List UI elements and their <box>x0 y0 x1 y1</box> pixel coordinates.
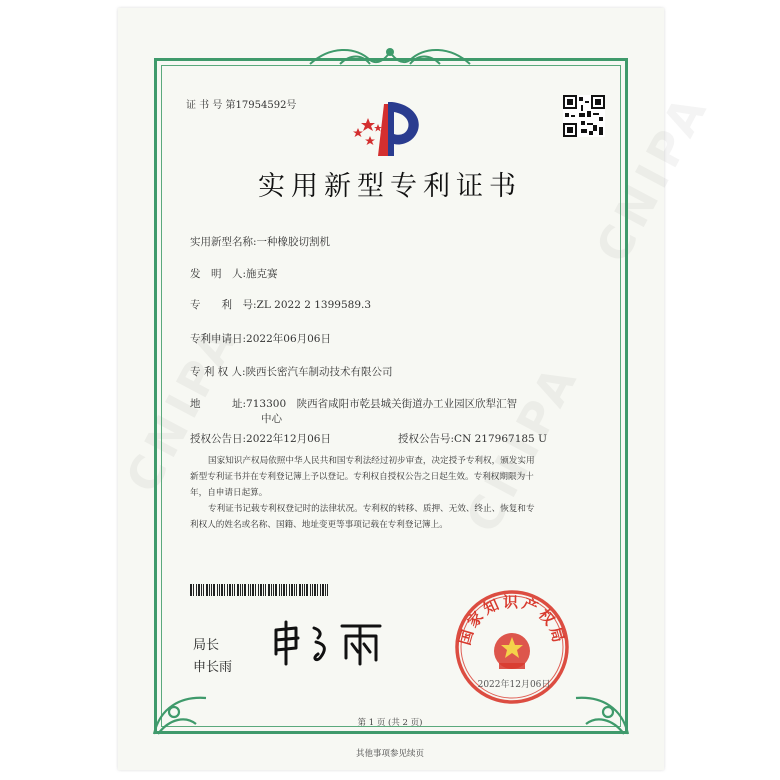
barcode-bar <box>275 584 277 596</box>
qr-code-icon <box>563 95 605 137</box>
cnipa-logo-icon <box>348 98 428 160</box>
filing-date: 专利申请日:2022年06月06日 <box>190 333 331 345</box>
patentee: 专 利 权 人:陕西长密汽车制动技术有限公司 <box>190 366 393 378</box>
page-title: 实用新型专利证书 <box>258 171 522 202</box>
bottom-left-ornament <box>150 688 210 738</box>
grant-statement: 国家知识产权局依照中华人民共和国专利法经过初步审查，决定授予专利权，颁发实用 新型专利证书并在专利登记簿上予以登记。专利权自授权公告之日起生效。专利权期限为十 年，自申请日起算。 <box>190 456 535 498</box>
grant-announcement-date: 授权公告日:2022年12月06日 <box>190 433 331 445</box>
barcode-bar <box>229 584 231 596</box>
barcode-bar <box>260 584 262 596</box>
certificate-number: 证 书 号 第17954592号 <box>186 100 297 111</box>
utility-model-name: 实用新型名称:一种橡胶切割机 <box>190 236 331 248</box>
barcode-bar <box>217 584 218 596</box>
barcode-bar <box>201 584 202 596</box>
barcode-bar <box>237 584 239 596</box>
barcode-bar <box>317 584 318 596</box>
barcode-bar <box>196 584 197 596</box>
barcode-bar <box>314 584 316 596</box>
svg-text:2022年12月06日: 2022年12月06日 <box>477 680 551 690</box>
barcode-bar <box>232 584 233 596</box>
barcode-bar <box>250 584 251 596</box>
barcode-bar <box>291 584 293 596</box>
barcode-bar <box>302 584 303 596</box>
barcode-bar <box>190 584 192 596</box>
page-number: 第 1 页 (共 2 页) <box>357 718 423 728</box>
barcode-bar <box>248 584 249 596</box>
barcode-bar <box>265 584 266 596</box>
signer-title: 局长 <box>193 638 220 653</box>
barcode-bar <box>244 584 246 596</box>
barcode-bar <box>281 584 282 596</box>
barcode-bar <box>320 584 321 596</box>
barcode-bar <box>299 584 301 596</box>
barcode-bar <box>271 584 272 596</box>
barcode-bar <box>286 584 287 596</box>
bottom-right-ornament <box>572 688 632 738</box>
barcode-bar <box>296 584 297 596</box>
official-seal <box>452 587 572 707</box>
barcode-bar <box>294 584 295 596</box>
barcode-bar <box>273 584 274 596</box>
barcode-bar <box>209 584 210 596</box>
barcode-bar <box>255 584 256 596</box>
barcode-bar <box>327 584 328 596</box>
barcode-bar <box>213 584 215 596</box>
barcode-icon <box>190 584 330 596</box>
top-ornament <box>300 44 480 70</box>
barcode-bar <box>310 584 311 596</box>
barcode-bar <box>268 584 270 596</box>
barcode-bar <box>242 584 243 596</box>
barcode-bar <box>252 584 254 596</box>
barcode-bar <box>219 584 220 596</box>
signer-name: 申长雨 <box>193 660 233 675</box>
barcode-bar <box>211 584 212 596</box>
barcode-bar <box>203 584 204 596</box>
barcode-bar <box>234 584 235 596</box>
barcode-bar <box>306 584 308 596</box>
patent-number: 专 利 号:ZL 2022 2 1399589.3 <box>190 299 372 311</box>
barcode-bar <box>263 584 264 596</box>
barcode-bar <box>279 584 280 596</box>
grant-announcement-number: 授权公告号:CN 217967185 U <box>398 433 547 445</box>
barcode-bar <box>206 584 208 596</box>
barcode-bar <box>258 584 259 596</box>
inventor: 发 明 人:施克赛 <box>190 268 278 280</box>
legal-status-statement: 专利证书记载专利权登记时的法律状况。专利权的转移、质押、无效、终止、恢复和专 利权人的姓名或名称、国籍、地址变更等事项记载在专利登记簿上。 <box>190 504 535 530</box>
barcode-bar <box>325 584 326 596</box>
barcode-bar <box>283 584 285 596</box>
barcode-bar <box>312 584 313 596</box>
barcode-bar <box>221 584 223 596</box>
address-line-2: 中心 <box>261 413 282 425</box>
barcode-bar <box>198 584 200 596</box>
footer-note: 其他事项参见续页 <box>355 749 424 759</box>
barcode-bar <box>322 584 324 596</box>
barcode-bar <box>240 584 241 596</box>
barcode-bar <box>193 584 194 596</box>
barcode-bar <box>289 584 290 596</box>
barcode-bar <box>224 584 225 596</box>
address: 地 址:713300 陕西省咸阳市乾县城关街道办工业园区欣犁汇智 <box>190 398 518 410</box>
barcode-bar <box>304 584 305 596</box>
handwritten-signature <box>268 618 398 668</box>
svg-text:国家知识产权局: 国家知识产权局 <box>455 593 569 648</box>
barcode-bar <box>227 584 228 596</box>
